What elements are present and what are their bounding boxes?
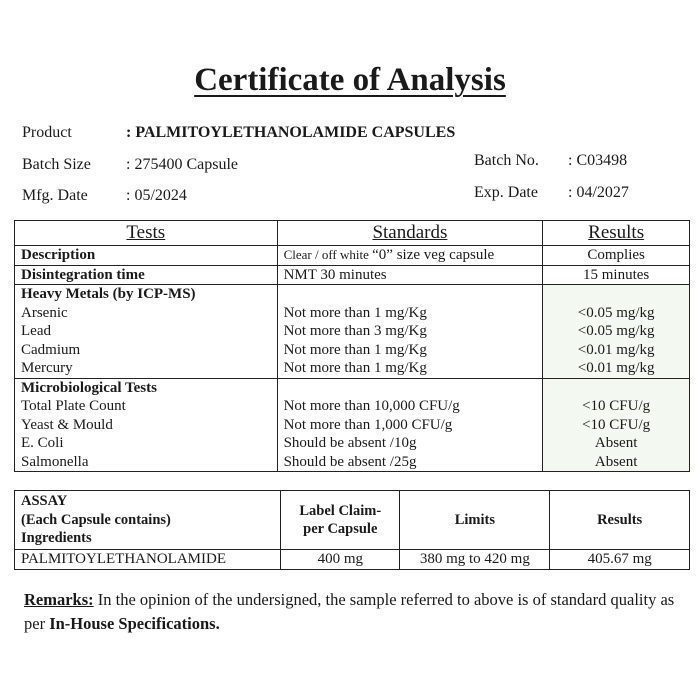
tests-table xyxy=(14,220,690,472)
test-result: <0.05 mg/kg xyxy=(577,304,655,321)
assay-table xyxy=(14,490,690,570)
test-standard: NMT 30 minutes xyxy=(277,265,543,285)
document-title: Certificate of Analysis xyxy=(194,62,506,98)
exp-date-value: : 04/2027 xyxy=(568,184,629,201)
test-standard: Not more than 1 mg/Kg xyxy=(283,341,427,358)
mfg-date-label: Mfg. Date xyxy=(22,187,88,204)
test-name: Salmonella xyxy=(21,453,89,470)
remarks-text: In the opinion of the undersigned, the sample referred to above is of standard quality as per xyxy=(24,590,675,633)
table-row xyxy=(15,265,690,285)
micro-tests xyxy=(15,378,278,472)
product-value: : PALMITOYLETHANOLAMIDE CAPSULES xyxy=(126,124,456,141)
assay-header-row xyxy=(15,491,690,550)
test-result: <10 CFU/g xyxy=(582,416,651,433)
heavy-metals-standards xyxy=(277,285,543,379)
label-claim-value: 400 mg xyxy=(281,550,400,570)
test-name: Cadmium xyxy=(21,341,81,358)
table-row xyxy=(15,246,690,266)
results-header: Results xyxy=(550,491,690,550)
test-result: Absent xyxy=(594,453,638,470)
test-standard: Not more than 1,000 CFU/g xyxy=(283,416,453,433)
exp-date-label: Exp. Date xyxy=(474,184,538,201)
test-standard: Not more than 10,000 CFU/g xyxy=(283,398,460,414)
test-result: <0.01 mg/kg xyxy=(577,360,655,376)
test-result: Absent xyxy=(594,435,638,451)
product-label: Product xyxy=(22,124,72,141)
test-standard: Should be absent /10g xyxy=(283,435,417,451)
mfg-date-value: : 05/2024 xyxy=(126,187,187,204)
remarks-spec: In-House Specifications. xyxy=(49,614,220,633)
header-tests: Tests xyxy=(15,221,278,246)
micro-title: Microbiological Tests xyxy=(21,379,157,396)
batch-size-value: : 275400 Capsule xyxy=(126,156,238,173)
heavy-metals-title: Heavy Metals (by ICP-MS) xyxy=(21,286,196,302)
test-standard: Not more than 3 mg/Kg xyxy=(283,323,427,339)
remarks xyxy=(24,588,684,636)
test-result: <10 CFU/g xyxy=(582,398,651,414)
batch-size-label: Batch Size xyxy=(22,156,91,173)
test-standard: Not more than 1 mg/Kg xyxy=(283,304,427,321)
test-standard: Not more than 1 mg/Kg xyxy=(283,360,427,376)
remarks-label: Remarks: xyxy=(24,590,94,609)
test-name: Yeast & Mould xyxy=(21,416,113,433)
test-standard: Should be absent /25g xyxy=(283,453,417,470)
exp-date-row xyxy=(474,184,629,202)
test-name: Description xyxy=(15,246,278,266)
limits-value: 380 mg to 420 mg xyxy=(400,550,550,570)
micro-results xyxy=(543,378,690,472)
ingredient-name: PALMITOYLETHANOLAMIDE xyxy=(15,550,281,570)
assay-header: ASSAY (Each Capsule contains) Ingredients xyxy=(15,491,281,550)
test-name: E. Coli xyxy=(21,435,64,451)
micro-standards xyxy=(277,378,543,472)
assay-result-value: 405.67 mg xyxy=(550,550,690,570)
test-name: Mercury xyxy=(21,360,73,376)
test-result: <0.05 mg/kg xyxy=(577,323,655,339)
test-result: Complies xyxy=(543,246,690,266)
batch-no-value: : C03498 xyxy=(568,152,628,169)
test-name: Disintegration time xyxy=(15,265,278,285)
heavy-metals-group xyxy=(15,285,690,379)
test-name: Arsenic xyxy=(21,304,68,321)
product-row xyxy=(22,124,455,142)
batch-no-row xyxy=(474,152,627,170)
limits-header: Limits xyxy=(400,491,550,550)
mfg-date-row xyxy=(22,187,187,205)
test-result: <0.01 mg/kg xyxy=(577,341,655,358)
test-name: Lead xyxy=(21,323,51,339)
batch-size-row xyxy=(22,156,238,174)
label-claim-header: Label Claim- per Capsule xyxy=(281,491,400,550)
table-row xyxy=(15,550,690,570)
test-name: Total Plate Count xyxy=(21,398,126,414)
heavy-metals-results xyxy=(543,285,690,379)
micro-group xyxy=(15,378,690,472)
header-results: Results xyxy=(543,221,690,246)
batch-no-label: Batch No. xyxy=(474,152,539,169)
heavy-metals-tests xyxy=(15,285,278,379)
header-standards: Standards xyxy=(277,221,543,246)
test-standard: Clear / off white “0” size veg capsule xyxy=(277,246,543,266)
test-result: 15 minutes xyxy=(543,265,690,285)
tests-header-row xyxy=(15,221,690,246)
